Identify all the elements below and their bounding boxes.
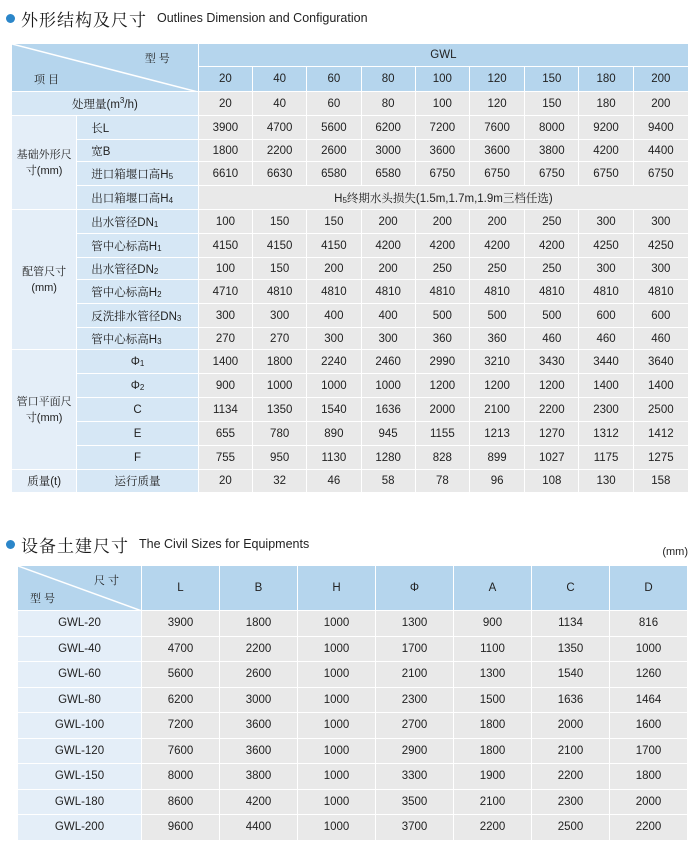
data-cell: 200 <box>469 210 524 234</box>
data-cell: 6750 <box>415 162 469 186</box>
data-cell: 5600 <box>307 116 361 140</box>
data-cell: 1134 <box>532 611 610 637</box>
row-label: 管中心标高$H_1$ <box>77 234 199 258</box>
data-cell: 100 <box>198 258 252 280</box>
data-cell: 4810 <box>469 280 524 304</box>
model-header-cell: 200 <box>633 67 688 92</box>
data-cell: 7600 <box>469 116 524 140</box>
data-cell: 4810 <box>415 280 469 304</box>
data-cell: 1464 <box>610 687 688 713</box>
data-cell: 2460 <box>361 350 415 374</box>
data-cell: 655 <box>198 422 252 446</box>
data-cell: 3900 <box>142 611 220 637</box>
row-label: 管中心标高$H_3$ <box>77 328 199 350</box>
data-cell: 250 <box>415 258 469 280</box>
data-cell: 3000 <box>361 140 415 162</box>
corner-label-item: 项 目 <box>34 74 60 86</box>
data-cell: 3000 <box>220 687 298 713</box>
data-cell: 1400 <box>579 374 633 398</box>
data-cell: 150 <box>307 210 361 234</box>
data-cell: 900 <box>198 374 252 398</box>
data-cell: 300 <box>307 328 361 350</box>
data-cell: 6750 <box>579 162 633 186</box>
row-label: 出水管径$DN_2$ <box>77 258 199 280</box>
model-header-cell: 120 <box>469 67 524 92</box>
data-cell: 78 <box>415 470 469 493</box>
data-cell: 780 <box>253 422 307 446</box>
data-cell: 1200 <box>525 374 579 398</box>
data-cell: 900 <box>454 611 532 637</box>
model-cell: GWL-20 <box>18 611 142 637</box>
data-cell: 1540 <box>532 662 610 688</box>
row-label: 进口箱堰口高$H_5$ <box>77 162 199 186</box>
model-header-cell: 60 <box>307 67 361 92</box>
data-cell: 1800 <box>454 738 532 764</box>
data-cell: 1000 <box>253 374 307 398</box>
row-label: 处理量$(m^3/h)$ <box>12 92 199 116</box>
model-header-cell: 80 <box>361 67 415 92</box>
data-cell: 1900 <box>454 764 532 790</box>
data-cell: 1260 <box>610 662 688 688</box>
data-cell: 4200 <box>361 234 415 258</box>
data-cell: 1000 <box>298 662 376 688</box>
data-cell: 1800 <box>610 764 688 790</box>
model-cell: GWL-150 <box>18 764 142 790</box>
data-cell: 2000 <box>610 789 688 815</box>
data-cell: 4200 <box>415 234 469 258</box>
data-cell: 360 <box>415 328 469 350</box>
data-cell: 3640 <box>633 350 688 374</box>
row-label: C <box>77 398 199 422</box>
data-cell: 1200 <box>469 374 524 398</box>
table-row <box>18 764 688 790</box>
data-cell: 60 <box>307 92 361 116</box>
data-cell: 2600 <box>220 662 298 688</box>
data-cell: 9400 <box>633 116 688 140</box>
data-cell: 4150 <box>198 234 252 258</box>
data-cell: 1700 <box>610 738 688 764</box>
data-cell: 100 <box>198 210 252 234</box>
corner-label-size: 尺 寸 <box>93 575 119 587</box>
data-cell: 150 <box>525 92 579 116</box>
data-cell: 4810 <box>525 280 579 304</box>
unit-label: (mm) <box>662 546 688 558</box>
data-cell: 1500 <box>454 687 532 713</box>
data-cell: 950 <box>253 446 307 470</box>
data-cell: 1000 <box>298 636 376 662</box>
table-row <box>12 280 689 304</box>
data-cell: 1213 <box>469 422 524 446</box>
data-cell: 3800 <box>525 140 579 162</box>
table-row <box>12 446 689 470</box>
data-cell: 100 <box>415 92 469 116</box>
data-cell: 4250 <box>579 234 633 258</box>
model-cell: GWL-80 <box>18 687 142 713</box>
data-cell: 1000 <box>610 636 688 662</box>
data-cell: 4810 <box>633 280 688 304</box>
table-row <box>18 738 688 764</box>
table-row <box>18 713 688 739</box>
table-row <box>12 398 689 422</box>
data-cell: 899 <box>469 446 524 470</box>
data-cell: 2100 <box>376 662 454 688</box>
data-cell: 1000 <box>298 815 376 841</box>
data-cell: 2100 <box>532 738 610 764</box>
outline-dimension-table <box>11 43 689 493</box>
table1-corner-cell <box>12 44 199 92</box>
data-cell: 20 <box>198 470 252 493</box>
data-cell: 3900 <box>198 116 252 140</box>
data-cell: 2200 <box>220 636 298 662</box>
data-cell: 2600 <box>307 140 361 162</box>
data-cell: 1600 <box>610 713 688 739</box>
section1-title-cn: 外形结构及尺寸 <box>21 10 147 31</box>
row-label: 反洗排水管径$DN_3$ <box>77 304 199 328</box>
data-cell: 500 <box>525 304 579 328</box>
data-cell: 130 <box>579 470 633 493</box>
table-row <box>12 140 689 162</box>
group-label: 管口平面尺寸(mm) <box>12 350 77 470</box>
data-cell: 46 <box>307 470 361 493</box>
data-cell: 2500 <box>633 398 688 422</box>
data-cell: 4400 <box>633 140 688 162</box>
data-cell: 460 <box>579 328 633 350</box>
column-header: Φ <box>376 566 454 611</box>
data-cell: 600 <box>633 304 688 328</box>
data-cell: 6610 <box>198 162 252 186</box>
data-cell: 1300 <box>376 611 454 637</box>
model-cell: GWL-60 <box>18 662 142 688</box>
model-cell: GWL-120 <box>18 738 142 764</box>
table-row <box>12 304 689 328</box>
data-cell: 250 <box>525 258 579 280</box>
data-cell: 300 <box>633 210 688 234</box>
model-header-cell: 100 <box>415 67 469 92</box>
model-cell: GWL-180 <box>18 789 142 815</box>
section2-title-en: The Civil Sizes for Equipments <box>139 537 310 551</box>
data-cell: 4700 <box>253 116 307 140</box>
table-row <box>12 210 689 234</box>
data-cell: 1155 <box>415 422 469 446</box>
data-cell: 3600 <box>220 713 298 739</box>
data-cell: 58 <box>361 470 415 493</box>
data-cell: 1400 <box>198 350 252 374</box>
group-label: 质量(t) <box>12 470 77 493</box>
group-label: 基础外形尺寸(mm) <box>12 116 77 210</box>
data-cell: 250 <box>525 210 579 234</box>
civil-size-table <box>17 565 688 841</box>
data-cell: 5600 <box>142 662 220 688</box>
data-cell: 1280 <box>361 446 415 470</box>
row-label: 出口箱堰口高$H_4$ <box>77 186 199 210</box>
table-row <box>12 116 689 140</box>
data-cell: 2300 <box>532 789 610 815</box>
table-row <box>12 234 689 258</box>
data-cell: 6200 <box>142 687 220 713</box>
data-cell: 1540 <box>307 398 361 422</box>
data-cell: 200 <box>415 210 469 234</box>
data-cell: 828 <box>415 446 469 470</box>
column-header: L <box>142 566 220 611</box>
column-header: B <box>220 566 298 611</box>
table-row <box>12 422 689 446</box>
row-label: 长L <box>77 116 199 140</box>
data-cell: 1636 <box>361 398 415 422</box>
data-cell: 6630 <box>253 162 307 186</box>
data-cell: 1000 <box>298 687 376 713</box>
data-cell: 1636 <box>532 687 610 713</box>
data-cell: 500 <box>415 304 469 328</box>
data-cell: 8000 <box>142 764 220 790</box>
data-cell: 1027 <box>525 446 579 470</box>
data-cell: 1000 <box>361 374 415 398</box>
table-row <box>18 636 688 662</box>
row-label: $\Phi_1$ <box>77 350 199 374</box>
data-cell: 200 <box>307 258 361 280</box>
data-cell: 500 <box>469 304 524 328</box>
data-cell: 1800 <box>220 611 298 637</box>
table-row <box>12 328 689 350</box>
data-cell: 300 <box>198 304 252 328</box>
data-cell: 4150 <box>253 234 307 258</box>
data-cell: 4810 <box>579 280 633 304</box>
data-cell: 7600 <box>142 738 220 764</box>
data-cell: 300 <box>361 328 415 350</box>
data-cell: 20 <box>198 92 252 116</box>
data-cell: 4200 <box>525 234 579 258</box>
bullet-icon <box>6 14 15 23</box>
data-cell: 108 <box>525 470 579 493</box>
data-cell: 200 <box>633 92 688 116</box>
data-cell: 3440 <box>579 350 633 374</box>
corner-label-model: 型 号 <box>144 53 170 65</box>
data-cell: 1000 <box>307 374 361 398</box>
data-cell: 1000 <box>298 611 376 637</box>
data-cell: 300 <box>579 210 633 234</box>
data-cell: 460 <box>525 328 579 350</box>
model-header-cell: 40 <box>253 67 307 92</box>
data-cell: 1300 <box>454 662 532 688</box>
data-cell: 3300 <box>376 764 454 790</box>
model-series-header: GWL <box>198 44 688 67</box>
data-cell: 2000 <box>415 398 469 422</box>
data-cell: 4400 <box>220 815 298 841</box>
data-cell: 40 <box>253 92 307 116</box>
data-cell: 2240 <box>307 350 361 374</box>
row-label: 管中心标高$H_2$ <box>77 280 199 304</box>
column-header: A <box>454 566 532 611</box>
data-cell: 2200 <box>525 398 579 422</box>
data-cell: 2500 <box>532 815 610 841</box>
group-label: 配管尺寸(mm) <box>12 210 77 350</box>
data-cell: 3700 <box>376 815 454 841</box>
table-row <box>12 470 689 493</box>
bullet-icon <box>6 540 15 549</box>
table-row <box>12 374 689 398</box>
data-cell: 1270 <box>525 422 579 446</box>
data-cell: 150 <box>253 210 307 234</box>
data-cell: 9200 <box>579 116 633 140</box>
data-cell: 1000 <box>298 738 376 764</box>
data-cell: 180 <box>579 92 633 116</box>
data-cell: 2200 <box>454 815 532 841</box>
data-cell: 300 <box>253 304 307 328</box>
section1-heading <box>6 6 368 30</box>
data-cell: 1134 <box>198 398 252 422</box>
data-cell: 1800 <box>253 350 307 374</box>
data-cell: 4200 <box>469 234 524 258</box>
data-cell: 1175 <box>579 446 633 470</box>
data-cell: 2990 <box>415 350 469 374</box>
data-cell: 3600 <box>415 140 469 162</box>
data-cell: 1350 <box>253 398 307 422</box>
data-cell: 3800 <box>220 764 298 790</box>
corner-label-model: 型 号 <box>30 593 56 605</box>
data-cell: 6580 <box>307 162 361 186</box>
data-cell: 2200 <box>532 764 610 790</box>
data-cell: 945 <box>361 422 415 446</box>
data-cell: 4200 <box>220 789 298 815</box>
data-cell: 400 <box>307 304 361 328</box>
data-cell: 6750 <box>633 162 688 186</box>
data-cell: 270 <box>253 328 307 350</box>
table-row <box>18 789 688 815</box>
data-cell: 96 <box>469 470 524 493</box>
data-cell: 1000 <box>298 789 376 815</box>
data-cell: 4150 <box>307 234 361 258</box>
data-cell: 4700 <box>142 636 220 662</box>
span-note-cell: $H_5$终期水头损失(1.5m,1.7m,1.9m三档任选) <box>198 186 688 210</box>
data-cell: 158 <box>633 470 688 493</box>
data-cell: 2300 <box>579 398 633 422</box>
table-row <box>12 162 689 186</box>
data-cell: 4250 <box>633 234 688 258</box>
data-cell: 300 <box>579 258 633 280</box>
data-cell: 2100 <box>469 398 524 422</box>
table-row <box>12 258 689 280</box>
data-cell: 2900 <box>376 738 454 764</box>
data-cell: 1100 <box>454 636 532 662</box>
table-row <box>18 815 688 841</box>
data-cell: 1312 <box>579 422 633 446</box>
model-cell: GWL-100 <box>18 713 142 739</box>
data-cell: 200 <box>361 210 415 234</box>
table-row <box>18 611 688 637</box>
data-cell: 3500 <box>376 789 454 815</box>
model-header-cell: 20 <box>198 67 252 92</box>
data-cell: 7200 <box>415 116 469 140</box>
data-cell: 3210 <box>469 350 524 374</box>
column-header: C <box>532 566 610 611</box>
data-cell: 1275 <box>633 446 688 470</box>
data-cell: 3430 <box>525 350 579 374</box>
data-cell: 8000 <box>525 116 579 140</box>
data-cell: 7200 <box>142 713 220 739</box>
table-row <box>12 186 689 210</box>
data-cell: 4810 <box>253 280 307 304</box>
data-cell: 6750 <box>525 162 579 186</box>
row-label: $\Phi_2$ <box>77 374 199 398</box>
row-label: 出水管径$DN_1$ <box>77 210 199 234</box>
table-row <box>12 92 689 116</box>
data-cell: 360 <box>469 328 524 350</box>
data-cell: 6200 <box>361 116 415 140</box>
data-cell: 4810 <box>361 280 415 304</box>
section2-heading <box>6 532 309 556</box>
data-cell: 1400 <box>633 374 688 398</box>
model-header-cell: 180 <box>579 67 633 92</box>
column-header: H <box>298 566 376 611</box>
table2-corner-cell <box>18 566 142 611</box>
model-header-cell: 150 <box>525 67 579 92</box>
row-label: F <box>77 446 199 470</box>
data-cell: 1000 <box>298 764 376 790</box>
data-cell: 4710 <box>198 280 252 304</box>
column-header: D <box>610 566 688 611</box>
data-cell: 150 <box>253 258 307 280</box>
data-cell: 1700 <box>376 636 454 662</box>
data-cell: 3600 <box>220 738 298 764</box>
section2-title-cn: 设备土建尺寸 <box>21 536 129 557</box>
data-cell: 2300 <box>376 687 454 713</box>
data-cell: 32 <box>253 470 307 493</box>
data-cell: 2200 <box>253 140 307 162</box>
data-cell: 1000 <box>298 713 376 739</box>
data-cell: 6750 <box>469 162 524 186</box>
data-cell: 1800 <box>454 713 532 739</box>
data-cell: 2100 <box>454 789 532 815</box>
data-cell: 2200 <box>610 815 688 841</box>
data-cell: 9600 <box>142 815 220 841</box>
data-cell: 816 <box>610 611 688 637</box>
data-cell: 890 <box>307 422 361 446</box>
row-label: 宽B <box>77 140 199 162</box>
data-cell: 6580 <box>361 162 415 186</box>
data-cell: 1200 <box>415 374 469 398</box>
data-cell: 2000 <box>532 713 610 739</box>
section1-title-en: Outlines Dimension and Configuration <box>157 11 368 25</box>
data-cell: 1350 <box>532 636 610 662</box>
data-cell: 80 <box>361 92 415 116</box>
model-cell: GWL-40 <box>18 636 142 662</box>
data-cell: 270 <box>198 328 252 350</box>
table-row <box>12 350 689 374</box>
data-cell: 2700 <box>376 713 454 739</box>
table-row <box>18 687 688 713</box>
data-cell: 4200 <box>579 140 633 162</box>
data-cell: 8600 <box>142 789 220 815</box>
data-cell: 1800 <box>198 140 252 162</box>
table-row <box>18 662 688 688</box>
data-cell: 3600 <box>469 140 524 162</box>
model-cell: GWL-200 <box>18 815 142 841</box>
data-cell: 755 <box>198 446 252 470</box>
data-cell: 460 <box>633 328 688 350</box>
data-cell: 4810 <box>307 280 361 304</box>
data-cell: 1130 <box>307 446 361 470</box>
data-cell: 1412 <box>633 422 688 446</box>
row-label: 运行质量 <box>77 470 199 493</box>
data-cell: 120 <box>469 92 524 116</box>
data-cell: 200 <box>361 258 415 280</box>
data-cell: 600 <box>579 304 633 328</box>
data-cell: 400 <box>361 304 415 328</box>
data-cell: 250 <box>469 258 524 280</box>
row-label: E <box>77 422 199 446</box>
data-cell: 300 <box>633 258 688 280</box>
